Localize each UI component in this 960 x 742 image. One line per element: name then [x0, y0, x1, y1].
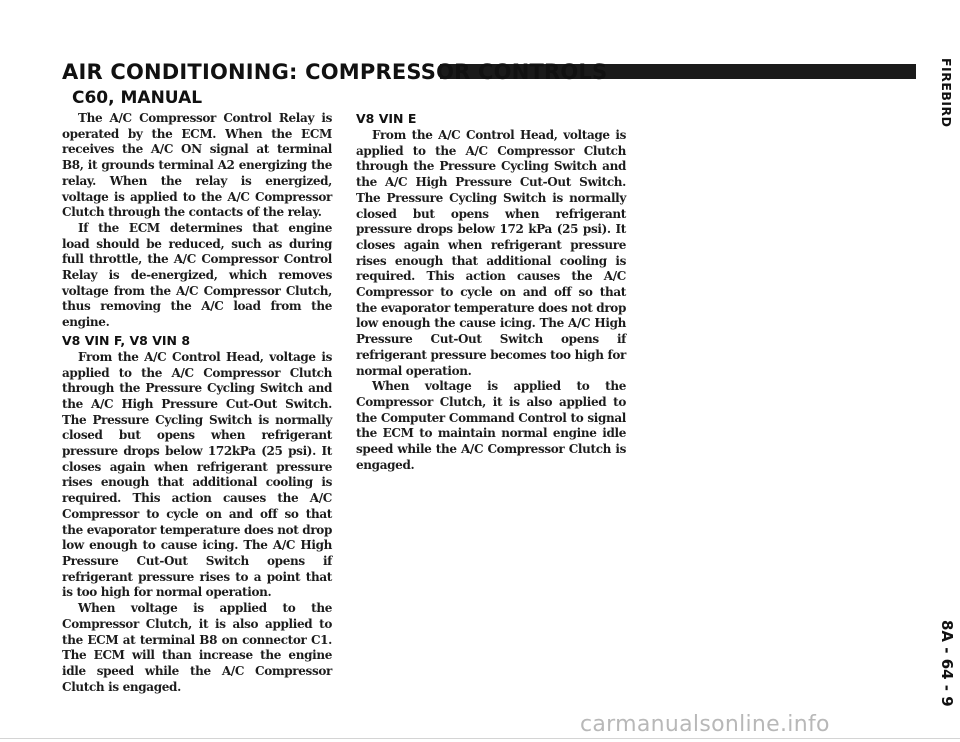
paragraph: When voltage is applied to the Compressor Clutch, it is also applied to the Computer Command Control to signal the ECM to maintain normal engine idle speed while the A/C Compressor Clutch is engaged.	[356, 379, 626, 472]
bottom-rule	[0, 738, 960, 739]
paragraph: If the ECM determines that engine load should be reduced, such as during full throttle, the A/C Compressor Control Relay is de-energized, which removes voltage from the A/C Compressor Clutch, thus removing the A/C load from the engine.	[62, 220, 332, 330]
page-title: AIR CONDITIONING: COMPRESSOR CONTROLS	[62, 60, 608, 84]
paragraph: The A/C Compressor Control Relay is operated by the ECM. When the ECM receives the A/C ON signal at terminal B8, it grounds terminal A2 energizing the relay. When the relay is energized, voltage is applied to the A/C Compressor Clutch through the contacts of the relay.	[62, 111, 332, 220]
paragraph: When voltage is applied to the Compressor Clutch, it is also applied to the ECM at terminal B8 on connector C1. The ECM will than increase the engine idle speed while the A/C Compressor Clutch is engaged.	[62, 601, 332, 694]
section-heading: V8 VIN E	[356, 111, 417, 126]
page-number: 8A - 64 - 9	[938, 620, 956, 707]
side-tab-label: FIREBIRD	[939, 58, 954, 128]
watermark: carmanualsonline.info	[580, 712, 830, 737]
paragraph: From the A/C Control Head, voltage is applied to the A/C Compressor Clutch through the Pressure Cycling Switch and the A/C High Pressure Cut-Out Switch. The Pressure Cycling Switch is normally closed but opens when refrigerant pressure drops below 172 kPa (25 psi). It closes again when refrigerant pressure rises enough that additional cooling is required. This action causes the A/C Compressor to cycle on and off so that the evaporator temperature does not drop low enough the cause icing. The A/C High Pressure Cut-Out Switch opens if refrigerant pressure becomes too high for normal operation.	[356, 128, 626, 378]
section-heading: V8 VIN F, V8 VIN 8	[62, 332, 191, 348]
section-subtitle: C60, MANUAL	[72, 88, 203, 108]
left-column	[62, 111, 332, 695]
paragraph: From the A/C Control Head, voltage is applied to the A/C Compressor Clutch through the Pressure Cycling Switch and the A/C High Pressure Cut-Out Switch. The Pressure Cycling Switch is normally closed but opens when refrigerant pressure drops below 172kPa (25 psi). It closes again when refrigerant pressure rises enough that additional cooling is required. This action causes the A/C Compressor to cycle on and off so that the evaporator temperature does not drop low enough to cause icing. The A/C High Pressure Cut-Out Switch opens if refrigerant pressure rises to a point that is too high for normal operation.	[62, 349, 332, 600]
right-column	[356, 109, 626, 473]
